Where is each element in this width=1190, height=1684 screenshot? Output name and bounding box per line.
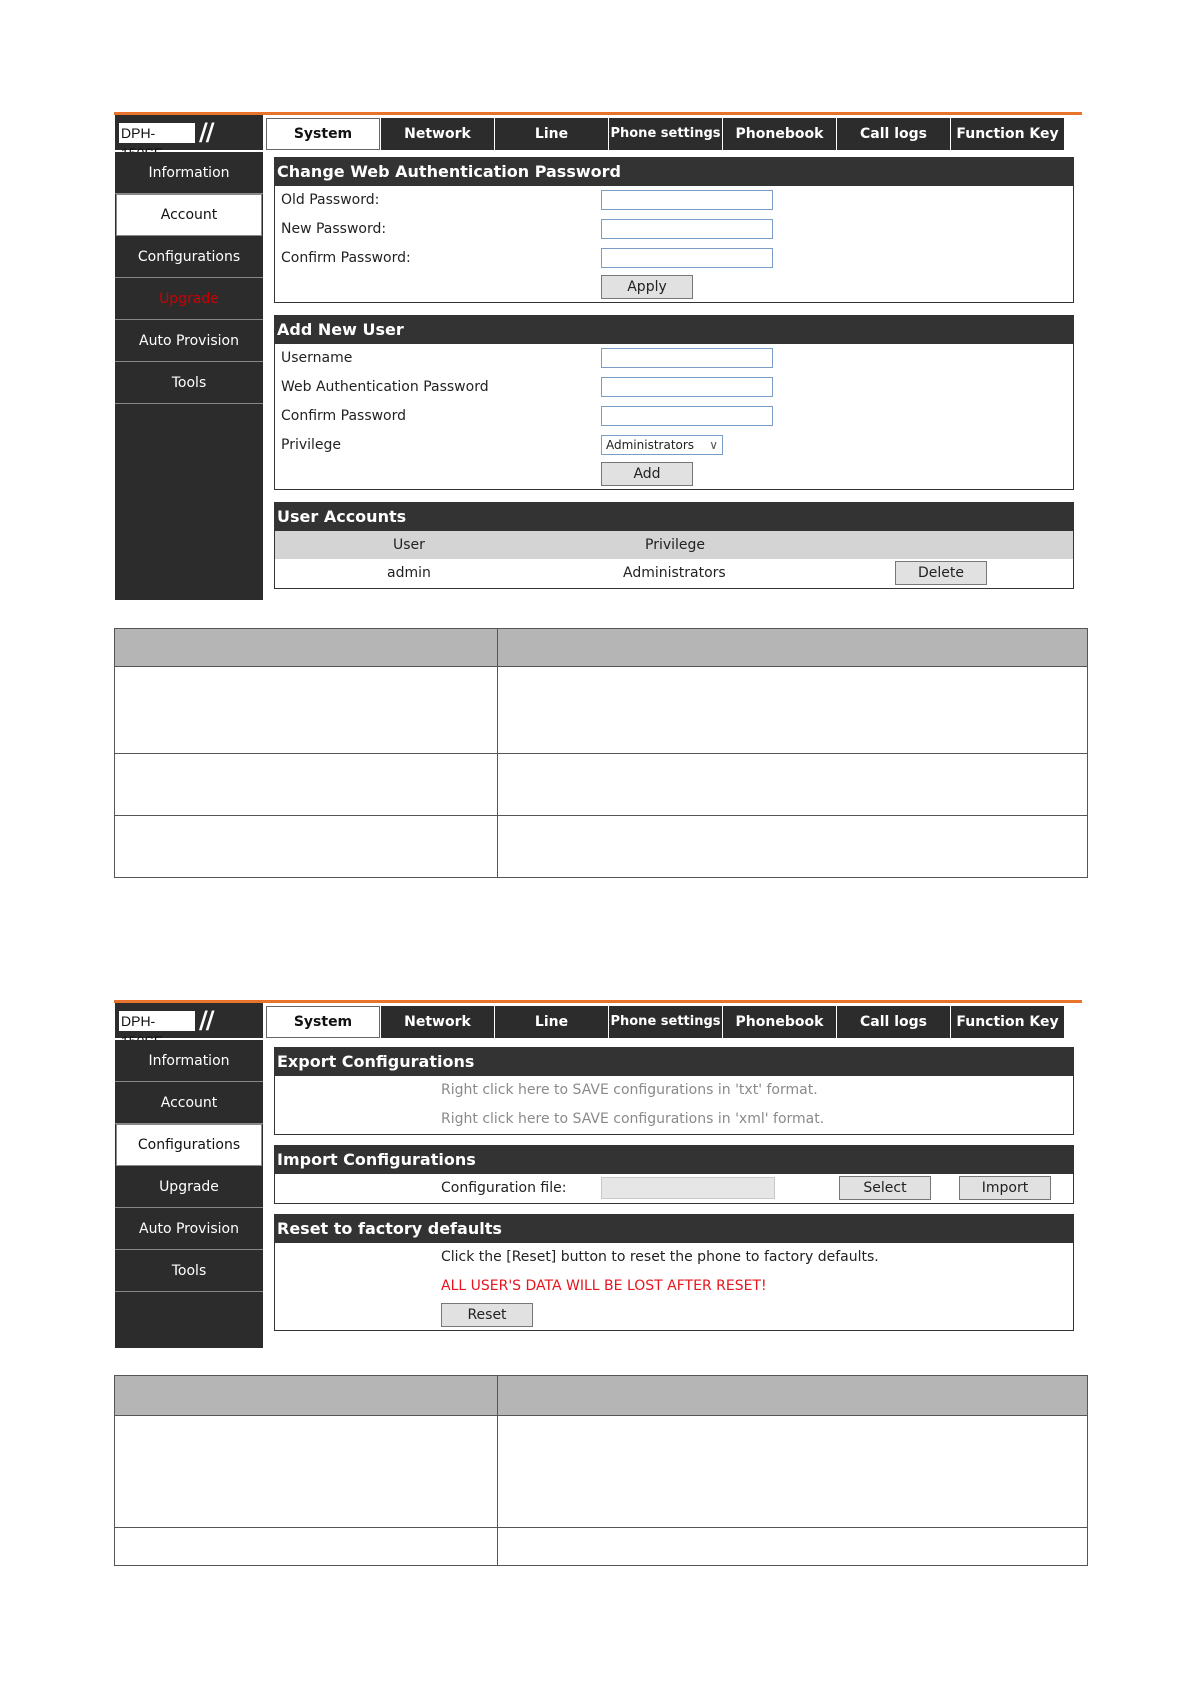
tab-line[interactable]: Line	[494, 118, 608, 150]
brand-area	[115, 115, 264, 150]
web-password-input[interactable]	[601, 377, 773, 397]
tab-network[interactable]: Network	[380, 118, 494, 150]
tab-function-key[interactable]: Function Key	[950, 1006, 1064, 1038]
main-tabs	[266, 1006, 1064, 1038]
table-cell	[115, 754, 498, 816]
sidebar-item-information[interactable]: Information	[115, 152, 263, 194]
sidebar-item-account[interactable]: Account	[115, 1082, 263, 1124]
table-cell	[115, 629, 498, 667]
old-password-label: Old Password:	[281, 192, 380, 208]
col-user: User	[393, 537, 425, 553]
config-file-label: Configuration file:	[441, 1180, 567, 1196]
sidebar-item-upgrade[interactable]: Upgrade	[115, 1166, 263, 1208]
tab-function-key[interactable]: Function Key	[950, 118, 1064, 150]
tab-call-logs[interactable]: Call logs	[836, 1006, 950, 1038]
privilege-select[interactable]	[601, 435, 723, 455]
brand-slash-icon: //	[199, 1006, 213, 1034]
sidebar-item-configurations[interactable]: Configurations	[116, 1124, 262, 1166]
select-button[interactable]: Select	[839, 1176, 931, 1200]
reset-info-text: Click the [Reset] button to reset the phone to factory defaults.	[441, 1249, 879, 1265]
sidebar-item-account[interactable]: Account	[116, 194, 262, 236]
tab-system[interactable]: System	[266, 118, 380, 150]
confirm-user-password-input[interactable]	[601, 406, 773, 426]
tab-line[interactable]: Line	[494, 1006, 608, 1038]
tab-network[interactable]: Network	[380, 1006, 494, 1038]
doc-table-1	[114, 628, 1088, 878]
table-cell	[498, 1528, 1088, 1566]
sidebar	[115, 1040, 263, 1348]
import-panel	[274, 1145, 1074, 1204]
new-password-label: New Password:	[281, 221, 387, 237]
reset-warning-text: ALL USER'S DATA WILL BE LOST AFTER RESET!	[441, 1278, 767, 1294]
sidebar-item-information[interactable]: Information	[115, 1040, 263, 1082]
panel-title: Reset to factory defaults	[275, 1215, 1073, 1243]
accounts-table-header	[275, 531, 1073, 559]
panel-title: Export Configurations	[275, 1048, 1073, 1076]
user-accounts-panel	[274, 502, 1074, 589]
table-row	[275, 559, 1073, 588]
export-txt-link[interactable]: Right click here to SAVE configurations in 'txt' format.	[441, 1082, 818, 1098]
table-cell	[115, 667, 498, 754]
sidebar-item-upgrade[interactable]: Upgrade	[115, 278, 263, 320]
brand-logo: DPH-	[119, 123, 195, 143]
brand-logo: DPH-	[119, 1011, 195, 1031]
top-bar	[114, 115, 1082, 150]
main-tabs	[266, 118, 1064, 150]
table-cell	[498, 816, 1088, 878]
reset-button[interactable]: Reset	[441, 1303, 533, 1327]
sidebar-item-configurations[interactable]: Configurations	[115, 236, 263, 278]
tab-phonebook[interactable]: Phonebook	[722, 1006, 836, 1038]
import-button[interactable]: Import	[959, 1176, 1051, 1200]
screenshot-account	[114, 112, 1082, 600]
table-cell	[115, 1416, 498, 1528]
username-input[interactable]	[601, 348, 773, 368]
brand-area	[115, 1003, 264, 1038]
reset-panel	[274, 1214, 1074, 1331]
add-user-button[interactable]: Add	[601, 462, 693, 486]
tab-phone-settings[interactable]: Phone settings	[608, 1006, 722, 1038]
table-cell	[498, 629, 1088, 667]
change-password-panel	[274, 157, 1074, 303]
table-cell	[498, 1376, 1088, 1416]
tab-system[interactable]: System	[266, 1006, 380, 1038]
user-cell: admin	[387, 565, 431, 581]
sidebar	[115, 152, 263, 600]
sidebar-item-tools[interactable]: Tools	[115, 362, 263, 404]
export-panel	[274, 1047, 1074, 1135]
panel-title: Import Configurations	[275, 1146, 1073, 1174]
table-cell	[498, 1416, 1088, 1528]
brand-slash-icon: //	[199, 118, 213, 146]
screenshot-configurations	[114, 1000, 1082, 1348]
chevron-down-icon: ∨	[709, 438, 718, 452]
web-password-label: Web Authentication Password	[281, 379, 489, 395]
privilege-label: Privilege	[281, 437, 342, 453]
tab-phonebook[interactable]: Phonebook	[722, 118, 836, 150]
confirm-password-label: Confirm Password:	[281, 250, 411, 266]
main-content	[274, 1047, 1074, 1331]
col-privilege: Privilege	[645, 537, 706, 553]
privilege-cell: Administrators	[623, 565, 726, 581]
sidebar-item-auto-provision[interactable]: Auto Provision	[115, 320, 263, 362]
main-content	[274, 157, 1074, 589]
confirm-password-input[interactable]	[601, 248, 773, 268]
config-file-field[interactable]	[601, 1177, 775, 1199]
apply-button[interactable]: Apply	[601, 275, 693, 299]
sidebar-item-tools[interactable]: Tools	[115, 1250, 263, 1292]
confirm-password-label: Confirm Password	[281, 408, 407, 424]
table-cell	[115, 1528, 498, 1566]
table-cell	[115, 1376, 498, 1416]
panel-title: Change Web Authentication Password	[275, 158, 1073, 186]
username-label: Username	[281, 350, 353, 366]
table-cell	[498, 754, 1088, 816]
old-password-input[interactable]	[601, 190, 773, 210]
top-bar	[114, 1003, 1082, 1038]
tab-call-logs[interactable]: Call logs	[836, 118, 950, 150]
new-password-input[interactable]	[601, 219, 773, 239]
panel-title: User Accounts	[275, 503, 1073, 531]
delete-button[interactable]: Delete	[895, 561, 987, 585]
add-user-panel	[274, 315, 1074, 490]
sidebar-item-auto-provision[interactable]: Auto Provision	[115, 1208, 263, 1250]
tab-phone-settings[interactable]: Phone settings	[608, 118, 722, 150]
doc-table-2	[114, 1375, 1088, 1566]
table-cell	[498, 667, 1088, 754]
table-cell	[115, 816, 498, 878]
privilege-value: Administrators	[606, 438, 695, 452]
export-xml-link[interactable]: Right click here to SAVE configurations in 'xml' format.	[441, 1111, 825, 1127]
panel-title: Add New User	[275, 316, 1073, 344]
